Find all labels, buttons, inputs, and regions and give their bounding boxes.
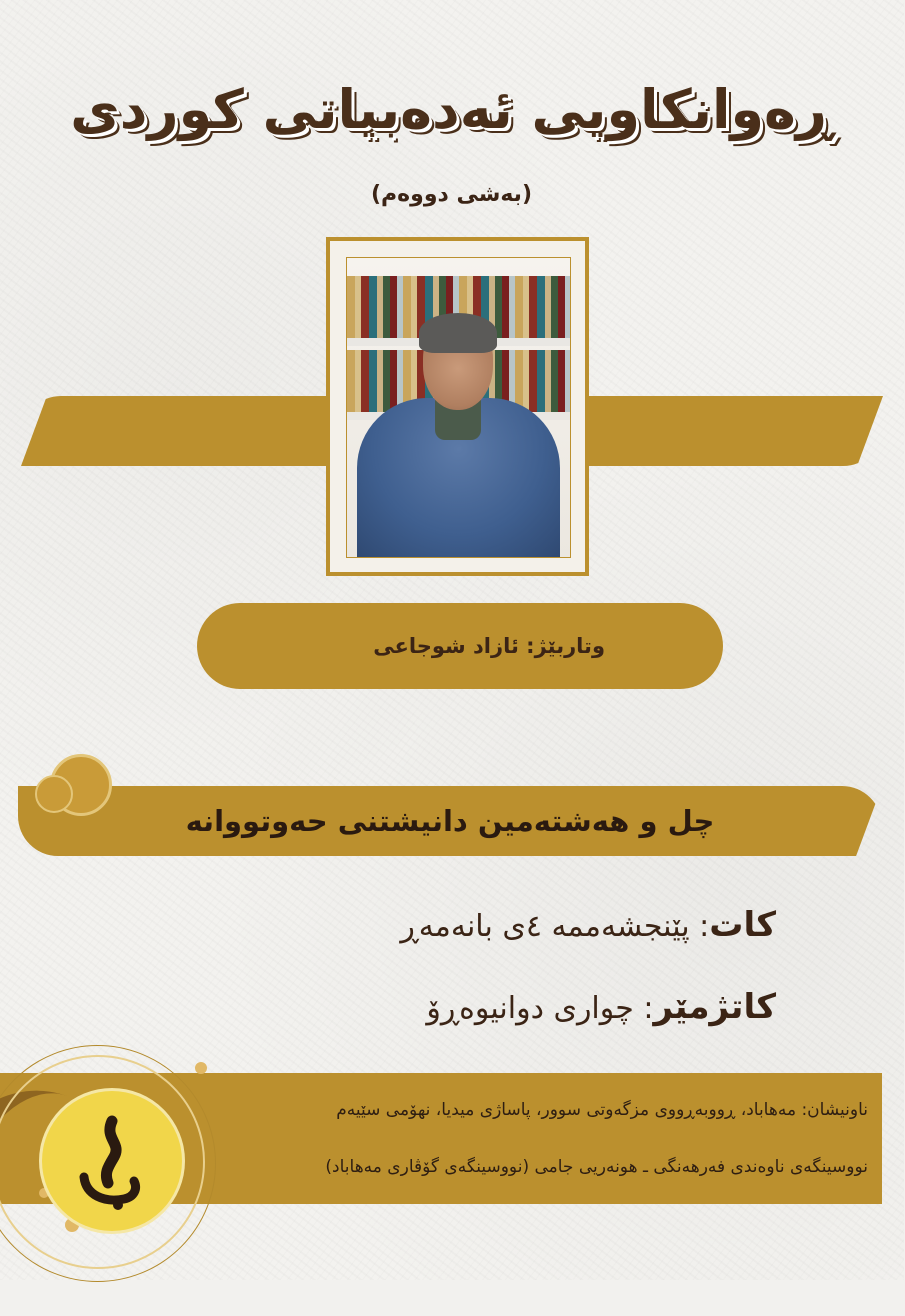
lecturer-name: وتاربێژ: ئازاد شوجاعی	[374, 634, 606, 658]
portrait-frame	[327, 237, 590, 576]
session-text: چل و هەشتەمین دانیشتنی حەوتووانە	[186, 804, 716, 838]
decorative-dot	[196, 1062, 208, 1074]
session-title	[19, 786, 883, 856]
time-line	[427, 987, 777, 1027]
time-value: : چواری دوانیوەڕۆ	[427, 991, 655, 1026]
address-line-2: نووسینگەی ناوەندی فەرهەنگی ـ هونەریی جامی (نووسینگەی گۆڤاری مەهاباد)	[326, 1157, 869, 1177]
poster-title: ڕەوانکاویی ئەدەبیاتی کوردی	[71, 78, 834, 141]
time-label: کاتژمێر	[654, 987, 777, 1027]
address-line-1: ناونیشان: مەهاباد، ڕووبەڕووی مزگەوتی سوور، پاساژی میدیا، نهۆمی سێیەم	[337, 1100, 869, 1120]
person-hair	[420, 313, 498, 353]
date-line	[401, 905, 777, 945]
portrait-photo	[347, 257, 572, 558]
poster-subtitle: (بەشی دووەم)	[371, 182, 533, 207]
date-value: : پێنجشەممە ٤ی بانەمەڕ	[401, 909, 711, 944]
brand-logo-icon	[43, 1091, 183, 1231]
lecturer-pill	[198, 603, 724, 689]
brand-logo-glyph	[43, 1091, 183, 1231]
date-label: کات	[710, 905, 777, 945]
